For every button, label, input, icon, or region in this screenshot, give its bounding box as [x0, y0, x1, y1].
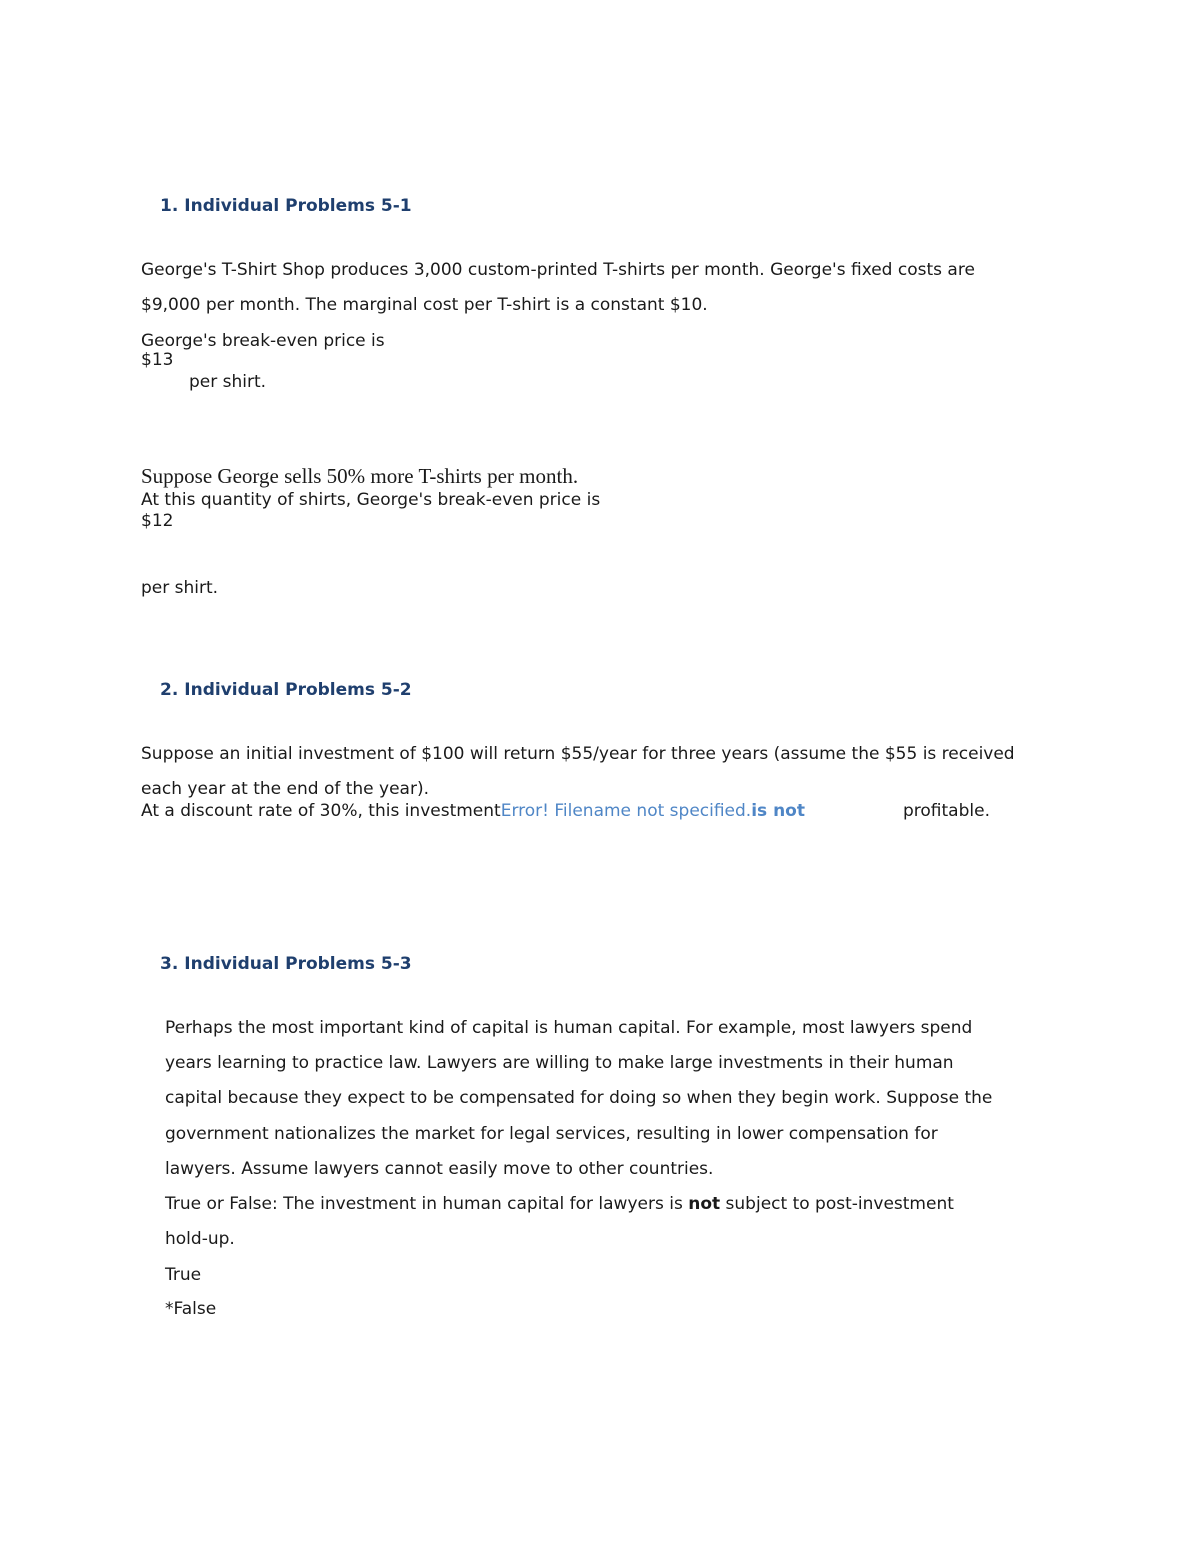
discount-question-suffix: profitable. [903, 801, 990, 821]
breakeven-label: George's break-even price is [141, 331, 385, 351]
suppose-sentence: Suppose George sells 50% more T-shirts per month. [141, 464, 579, 488]
problem-3-line-4: government nationalizes the market for legal services, resulting in lower compensation for [165, 1124, 938, 1144]
error-field-text: Error! Filename not specified. [500, 801, 752, 821]
tf-suffix: subject to post-investment [720, 1194, 954, 1214]
problem-1-paragraph-line-2: $9,000 per month. The marginal cost per T-shirt is a constant $10. [141, 295, 708, 315]
discount-question [141, 801, 805, 821]
problem-2-title: Individual Problems 5-2 [184, 680, 412, 700]
option-true: True [165, 1265, 202, 1285]
tf-prefix: True or False: The investment in human capital for lawyers is [165, 1194, 689, 1214]
true-false-question-line-2: hold-up. [165, 1229, 235, 1249]
problem-2-paragraph-line-1: Suppose an initial investment of $100 will return $55/year for three years (assume the $55 is received [141, 744, 1015, 764]
problem-3-heading [160, 954, 412, 974]
breakeven-value: $13 [141, 350, 174, 370]
answer-text: is not [751, 801, 805, 821]
option-false: *False [165, 1299, 217, 1319]
problem-3-title: Individual Problems 5-3 [184, 954, 412, 974]
quantity-breakeven-label: At this quantity of shirts, George's break-even price is [141, 490, 601, 510]
answer-field [751, 801, 805, 821]
problem-1-heading [160, 196, 412, 216]
problem-2-heading [160, 680, 412, 700]
problem-3-line-5: lawyers. Assume lawyers cannot easily move to other countries. [165, 1159, 714, 1179]
problem-3-line-3: capital because they expect to be compensated for doing so when they begin work. Suppose the [165, 1088, 993, 1108]
problem-1-paragraph-line-1: George's T-Shirt Shop produces 3,000 custom-printed T-shirts per month. George's fixed costs are [141, 260, 975, 280]
true-false-question [165, 1194, 954, 1214]
problem-2-paragraph-line-2: each year at the end of the year). [141, 779, 430, 799]
problem-3-number: 3. [160, 954, 179, 974]
problem-1-number: 1. [160, 196, 179, 216]
quantity-breakeven-suffix: per shirt. [141, 578, 219, 598]
breakeven-suffix: per shirt. [189, 372, 267, 392]
quantity-breakeven-value: $12 [141, 511, 174, 531]
tf-bold-not: not [688, 1194, 721, 1214]
problem-2-number: 2. [160, 680, 179, 700]
problem-3-line-2: years learning to practice law. Lawyers are willing to make large investments in their human [165, 1053, 954, 1073]
problem-1-title: Individual Problems 5-1 [184, 196, 412, 216]
discount-question-prefix: At a discount rate of 30%, this investment [141, 801, 501, 821]
problem-3-line-1: Perhaps the most important kind of capital is human capital. For example, most lawyers spend [165, 1018, 973, 1038]
